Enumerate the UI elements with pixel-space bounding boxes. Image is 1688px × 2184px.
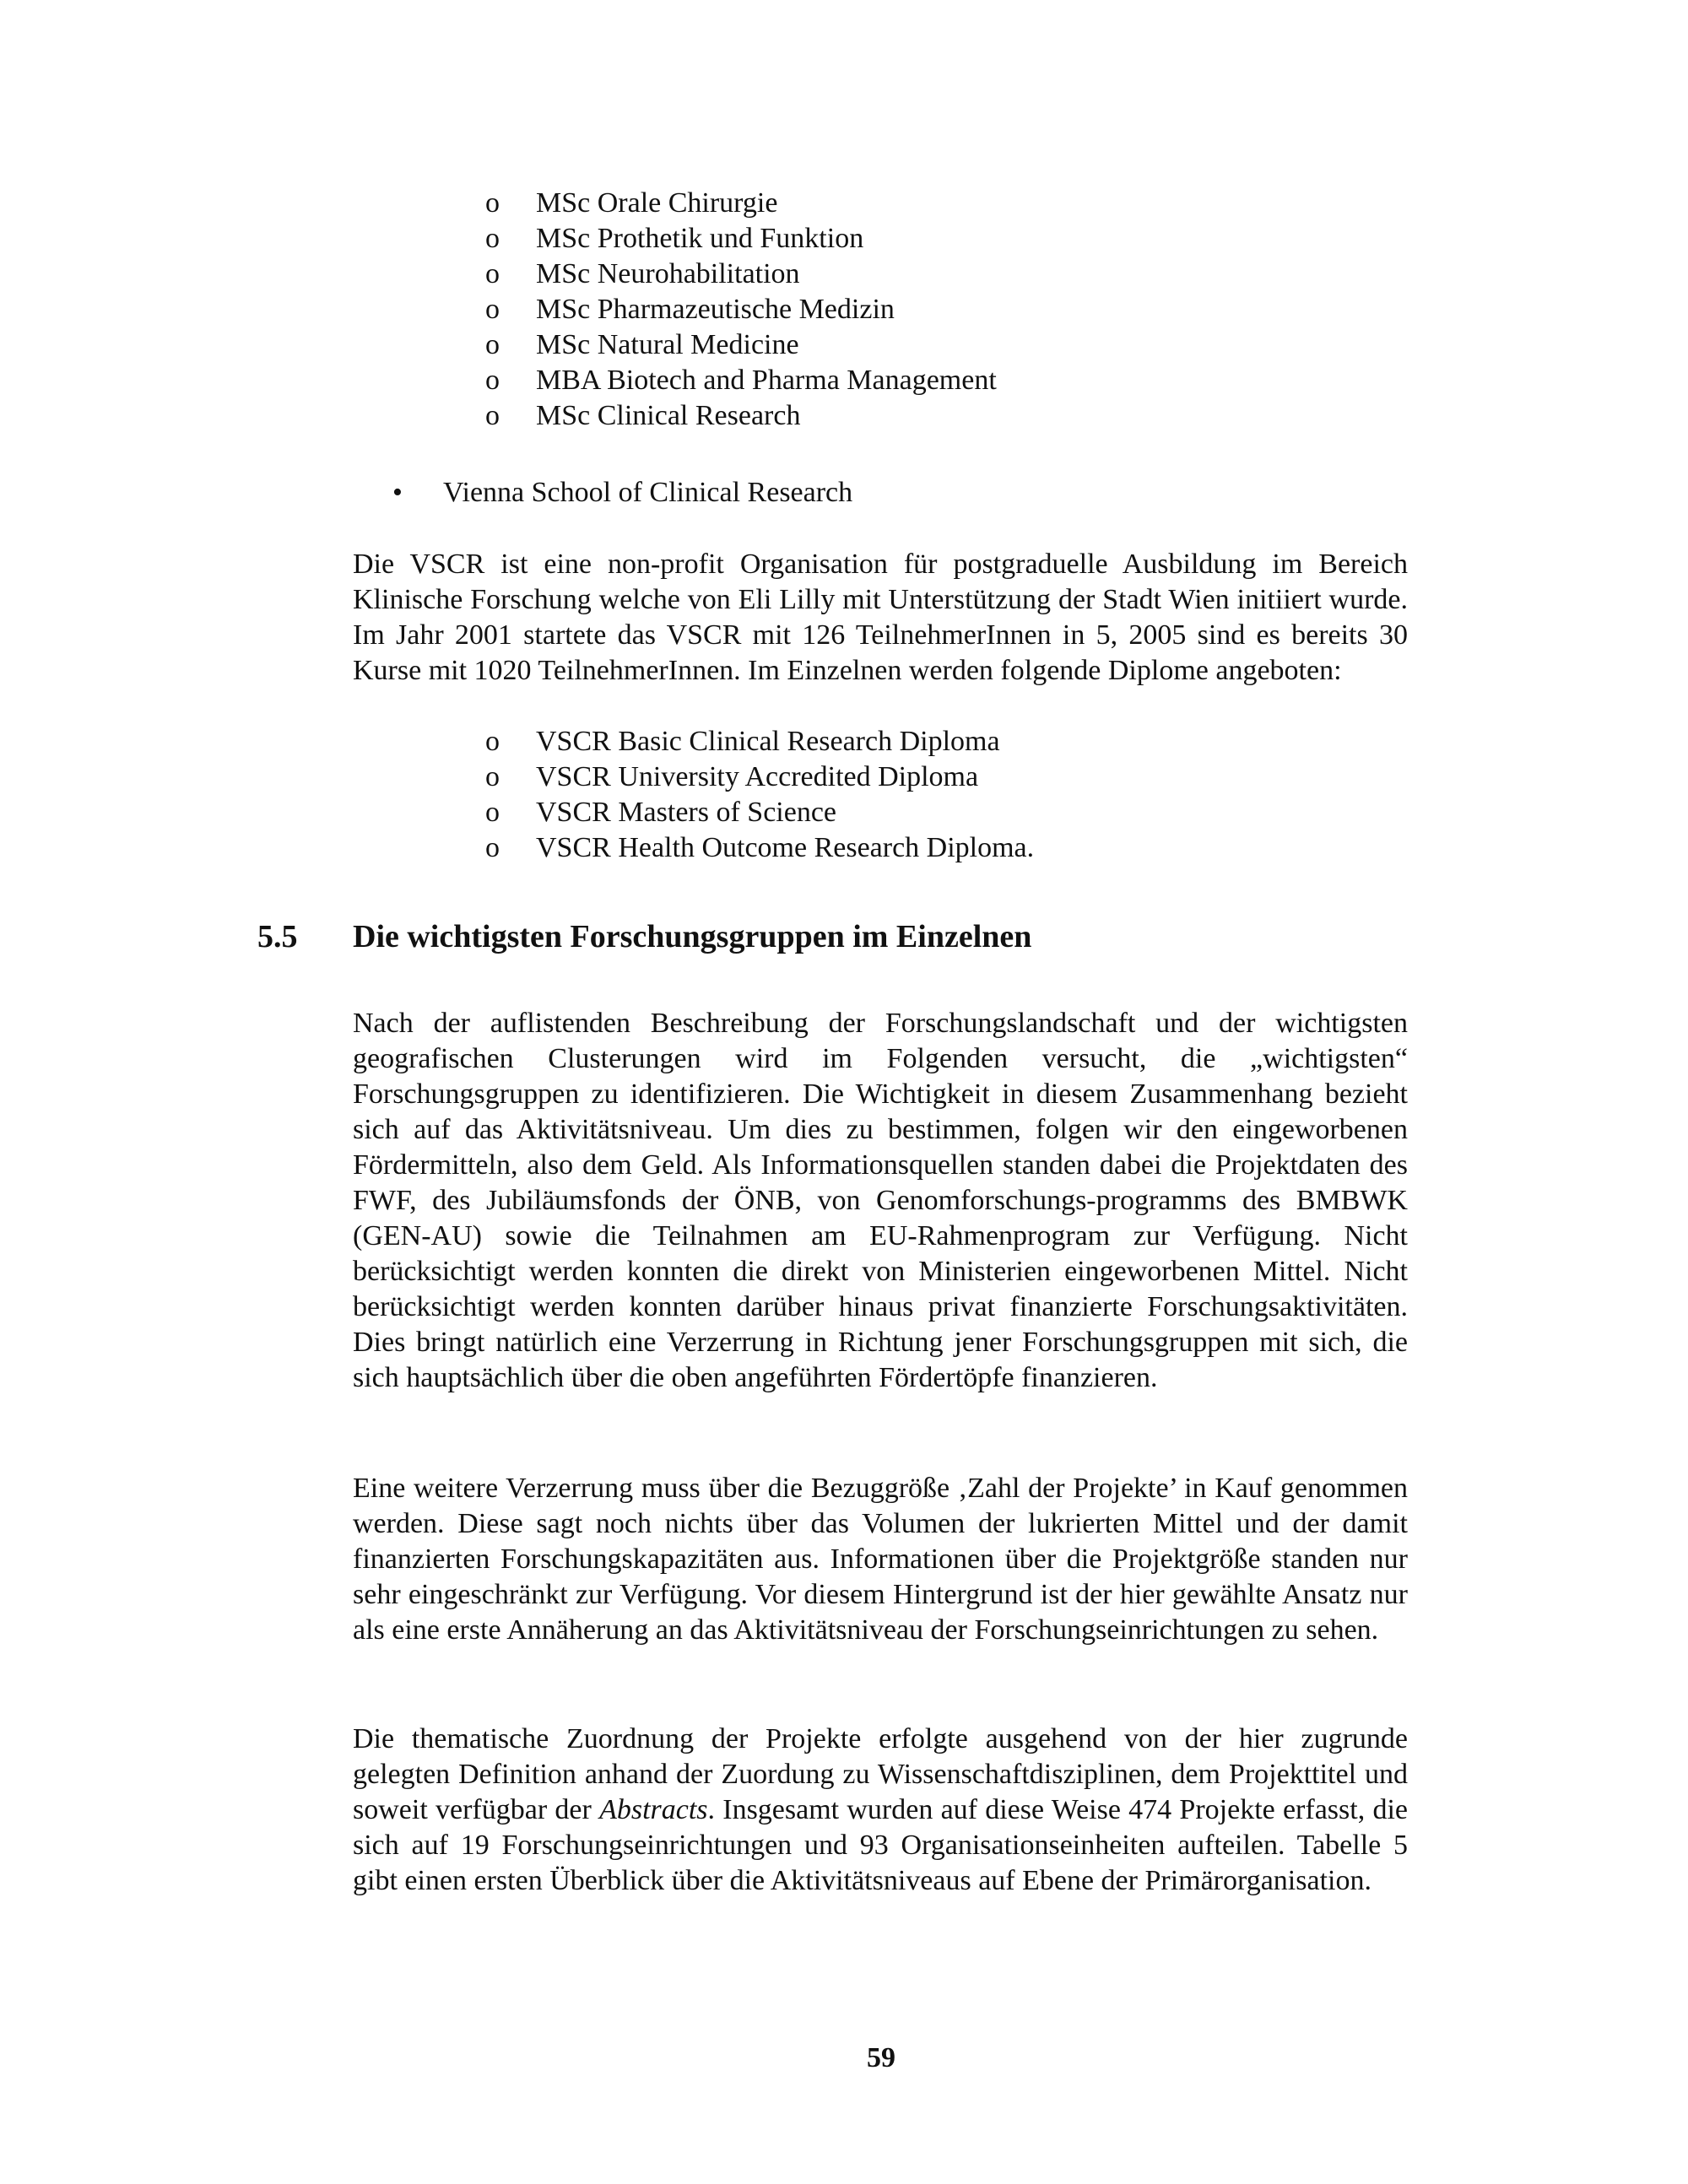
list-item: o MBA Biotech and Pharma Management bbox=[485, 363, 997, 398]
bullet-item-vscr bbox=[392, 475, 852, 511]
circle-bullet-icon: o bbox=[485, 187, 500, 219]
circle-bullet-icon: o bbox=[485, 797, 500, 828]
section-title: Die wichtigsten Forschungsgruppen im Einzelnen bbox=[353, 919, 1032, 954]
paragraph-2: Eine weitere Verzerrung muss über die Bezuggröße ‚Zahl der Projekte’ in Kauf genommen werden. Diese sagt noch nichts über das Volumen der lukrierten Mittel und der damit finanzierten Forschungskapazitäten aus. Informationen über die Projektgröße standen nur sehr eingeschränkt zur Verfügung. Vor diesem Hintergrund ist der hier gewählte Ansatz nur als eine erste Annäherung an das Aktivitätsniveau der Forschungseinrichtungen zu sehen. bbox=[353, 1473, 1408, 1646]
list-item: o VSCR Basic Clinical Research Diploma bbox=[485, 724, 1034, 760]
vscr-paragraph: Die VSCR ist eine non-profit Organisation für postgraduelle Ausbildung im Bereich Klinische Forschung welche von Eli Lilly mit Unterstützung der Stadt Wien initiiert wurde. Im Jahr 2001 startete das VSCR mit 126 TeilnehmerInnen in 5, 2005 sind es bereits 30 Kurse mit 1020 TeilnehmerInnen. Im Einzelnen werden folgende Diplome angeboten: bbox=[353, 549, 1408, 686]
circle-bullet-icon: o bbox=[485, 400, 500, 431]
list-item: o VSCR University Accredited Diploma bbox=[485, 760, 1034, 795]
list-item: o VSCR Health Outcome Research Diploma. bbox=[485, 830, 1034, 866]
list-item: o MSc Clinical Research bbox=[485, 398, 997, 434]
paragraph-3: Die thematische Zuordnung der Projekte erfolgte ausgehend von der hier zugrunde gelegten Definition anhand der Zuordung zu Wissenschaftdisziplinen, dem Projekttitel und soweit verfügbar der Abstracts. Insgesamt wurden auf diese Weise 474 Projekte erfasst, die sich auf 19 Forschungseinrichtungen und 93 Organisationseinheiten aufteilen. Tabelle 5 gibt einen ersten Überblick über die Aktivitätsniveaus auf Ebene der Primärorganisation. bbox=[353, 1723, 1408, 1896]
degree-list bbox=[485, 186, 997, 434]
list-item: o MSc Pharmazeutische Medizin bbox=[485, 292, 997, 327]
circle-bullet-icon: o bbox=[485, 761, 500, 792]
list-item: o MSc Neurohabilitation bbox=[485, 257, 997, 292]
list-item: o MSc Natural Medicine bbox=[485, 327, 997, 363]
section-number: 5.5 bbox=[257, 919, 298, 954]
circle-bullet-icon: o bbox=[485, 223, 500, 254]
circle-bullet-icon: o bbox=[485, 365, 500, 396]
vscr-diploma-list bbox=[485, 724, 1034, 866]
paragraph-1: Nach der auflistenden Beschreibung der Forschungslandschaft und der wichtigsten geografischen Clusterungen wird im Folgenden versucht, die „wichtigsten“ Forschungsgruppen zu identifizieren. Die Wichtigkeit in diesem Zusammenhang bezieht sich auf das Aktivitätsniveau. Um dies zu bestimmen, folgen wir den eingeworbenen Fördermitteln, also dem Geld. Als Informationsquellen standen dabei die Projektdaten des FWF, des Jubiläumsfonds der ÖNB, von Genomforschungs-programms des BMBWK (GEN-AU) sowie die Teilnahmen am EU-Rahmenprogram zur Verfügung. Nicht berücksichtigt werden konnten die direkt von Ministerien eingeworbenen Mittel. Nicht berücksichtigt werden konnten darüber hinaus privat finanzierte Forschungsaktivitäten. Dies bringt natürlich eine Verzerrung in Richtung jener Forschungsgruppen mit sich, die sich hauptsächlich über die oben angeführten Fördertöpfe finanzieren. bbox=[353, 1008, 1408, 1393]
filled-bullet-icon: • bbox=[392, 477, 403, 508]
list-item: o VSCR Masters of Science bbox=[485, 795, 1034, 830]
circle-bullet-icon: o bbox=[485, 294, 500, 325]
bullet-item-text: Vienna School of Clinical Research bbox=[443, 477, 853, 508]
list-item: o MSc Prothetik und Funktion bbox=[485, 221, 997, 257]
page-number: 59 bbox=[867, 2042, 895, 2073]
circle-bullet-icon: o bbox=[485, 832, 500, 863]
circle-bullet-icon: o bbox=[485, 726, 500, 757]
circle-bullet-icon: o bbox=[485, 258, 500, 289]
list-item: o MSc Orale Chirurgie bbox=[485, 186, 997, 221]
section-heading bbox=[257, 917, 1031, 956]
circle-bullet-icon: o bbox=[485, 329, 500, 360]
